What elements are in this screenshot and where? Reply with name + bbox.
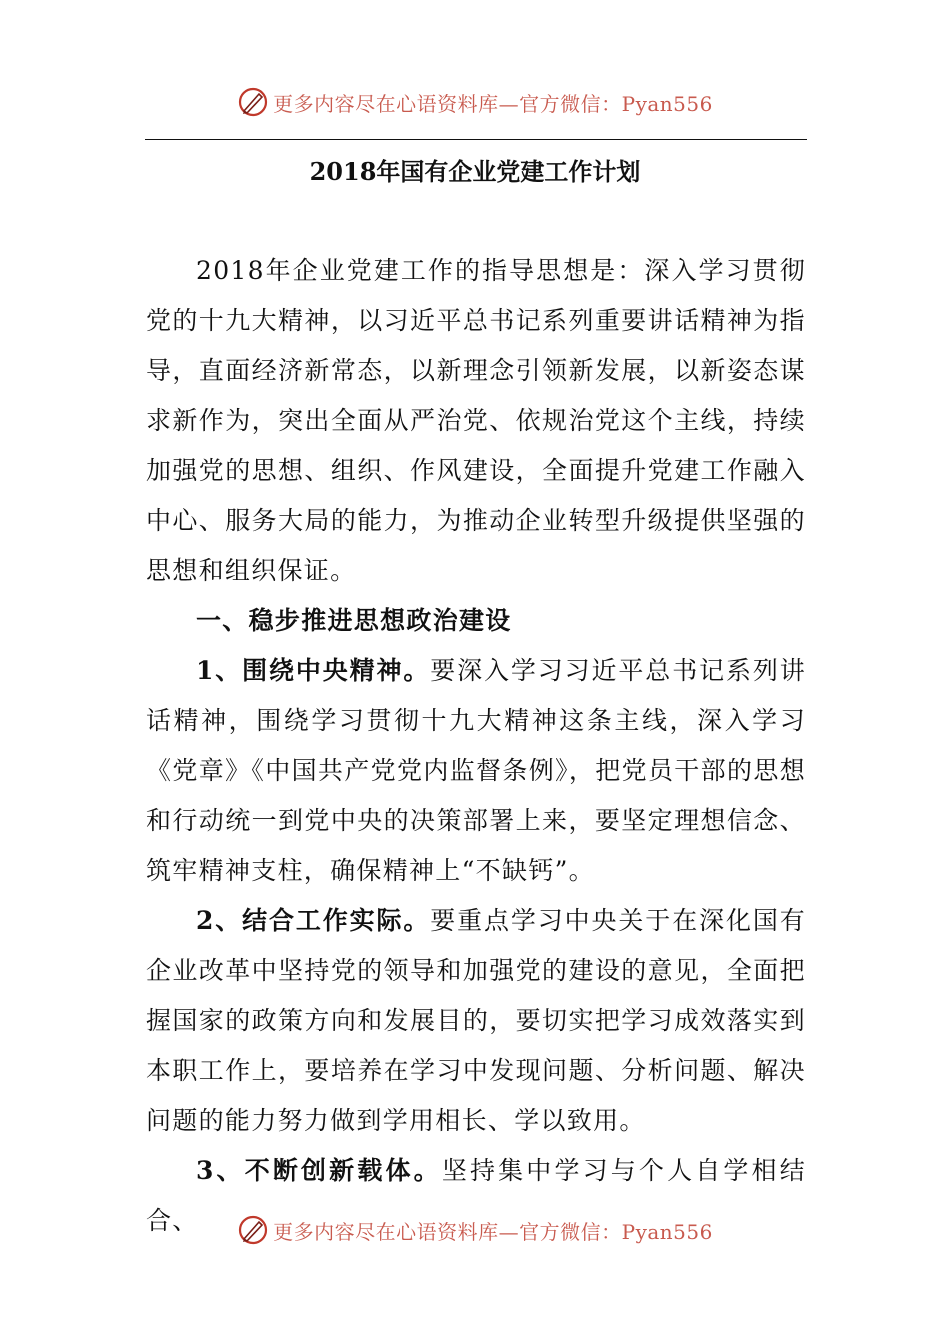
pen-logo-icon xyxy=(237,86,269,118)
item-body: 要深入学习习近平总书记系列讲话精神，围绕学习贯彻十九大精神这条主线，深入学习《党章》《中国共产党党内监督条例》，把党员干部的思想和行动统一到党中央的决策部署上来，要坚定理想信念、筑牢精神支柱，确保精神上“不缺钙”。 xyxy=(146,656,806,885)
document-title: 2018年国有企业党建工作计划 xyxy=(309,157,641,186)
watermark-text: 更多内容尽在心语资料库—官方微信：Pyan556 xyxy=(273,91,713,116)
header-watermark-banner xyxy=(0,80,950,124)
watermark-text: 更多内容尽在心语资料库—官方微信：Pyan556 xyxy=(273,1219,713,1244)
item-lead: 2、结合工作实际。 xyxy=(196,906,431,935)
section-heading: 一、稳步推进思想政治建设 xyxy=(196,606,512,635)
intro-paragraph: 2018年企业党建工作的指导思想是：深入学习贯彻党的十九大精神，以习近平总书记系列重要讲话精神为指导，直面经济新常态，以新理念引领新发展，以新姿态谋求新作为，突出全面从严治党、依规治党这个主线，持续加强党的思想、组织、作风建设，全面提升党建工作融入中心、服务大局的能力，为推动企业转型升级提供坚强的思想和组织保证。 xyxy=(146,256,806,585)
item-body: 要重点学习中央关于在深化国有企业改革中坚持党的领导和加强党的建设的意见，全面把握国家的政策方向和发展目的，要切实把学习成效落实到本职工作上，要培养在学习中发现问题、分析问题、解决问题的能力努力做到学用相长、学以致用。 xyxy=(146,906,806,1135)
document-body xyxy=(146,246,806,1246)
item-body: 坚持集中学习与个人自学相结合、 xyxy=(146,1156,806,1235)
header-divider xyxy=(145,139,807,140)
pen-logo-icon xyxy=(237,1214,269,1246)
item-paragraph xyxy=(146,896,806,1146)
item-paragraph xyxy=(146,646,806,896)
footer-watermark-banner xyxy=(0,1208,950,1252)
item-lead: 3、不断创新载体。 xyxy=(196,1156,442,1185)
item-lead: 1、围绕中央精神。 xyxy=(196,656,431,685)
